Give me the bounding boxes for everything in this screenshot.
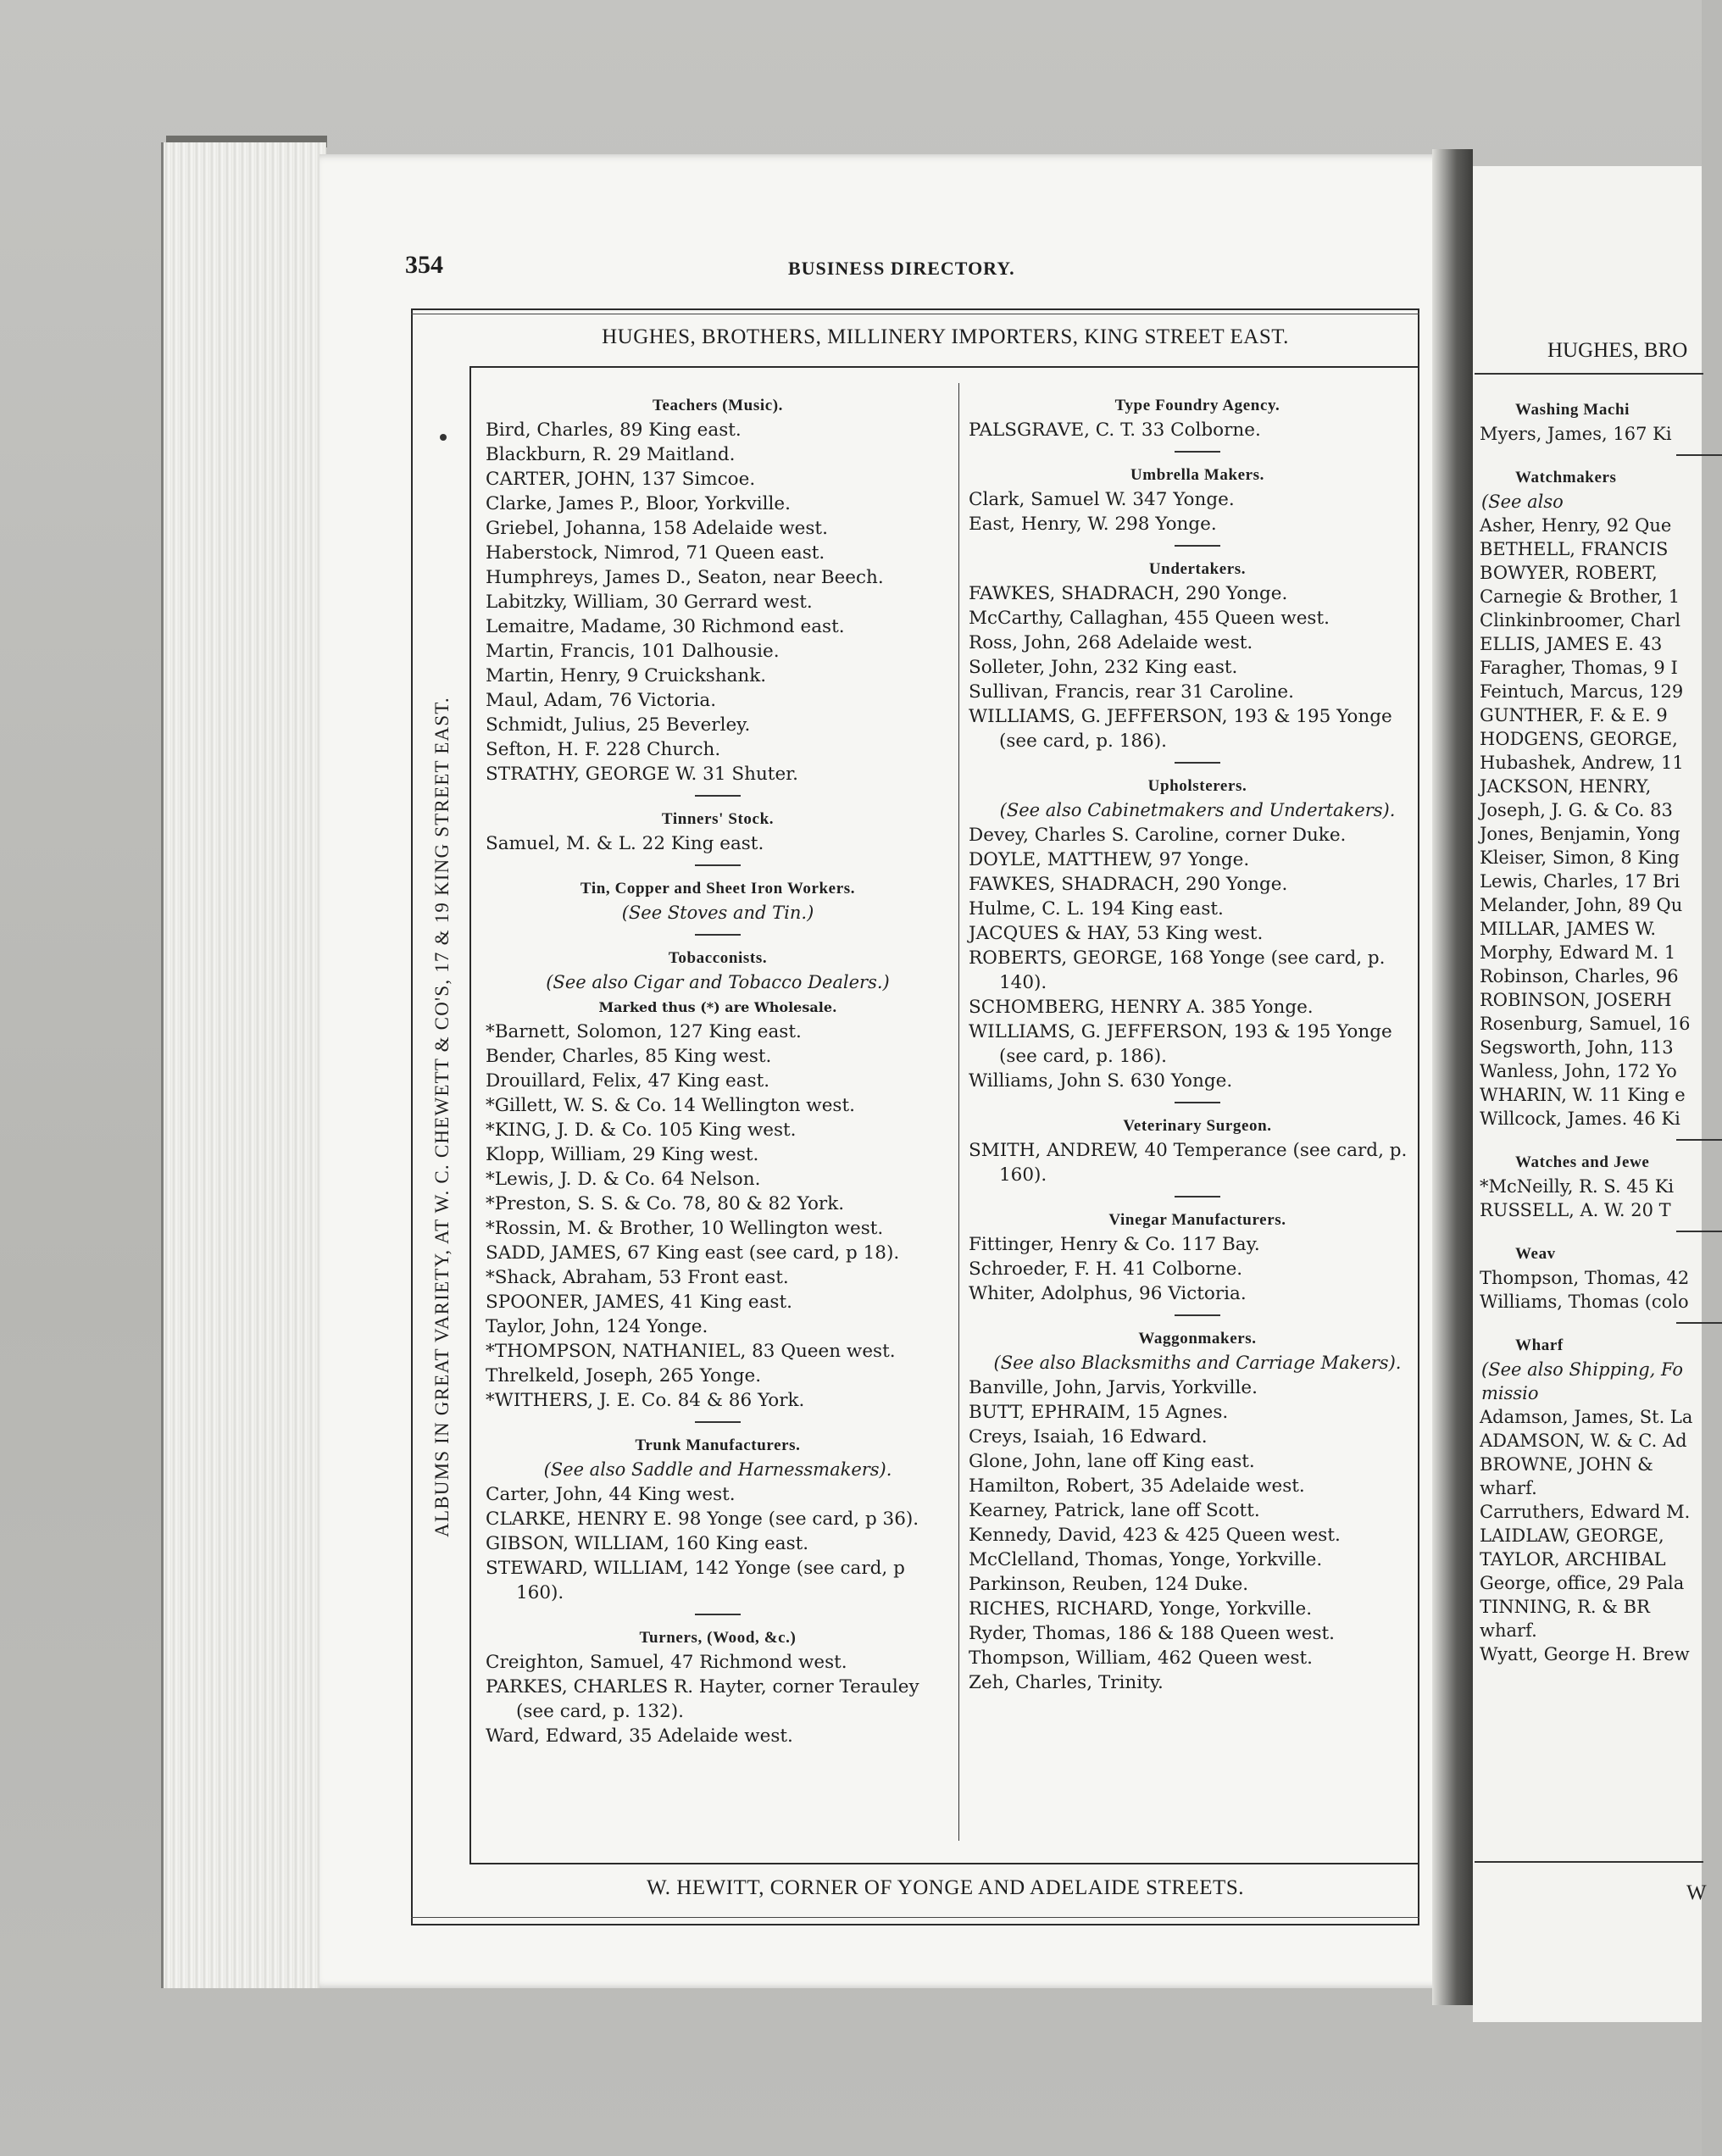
directory-section bbox=[486, 795, 950, 856]
section-note: (See also bbox=[1481, 492, 1564, 512]
directory-entry: Threlkeld, Joseph, 265 Yonge. bbox=[486, 1365, 762, 1386]
directory-entry: Robinson, Charles, 96 bbox=[1480, 966, 1679, 986]
directory-entry: Solleter, John, 232 King east. bbox=[969, 657, 1238, 678]
directory-entry: RICHES, RICHARD, Yonge, Yorkville. bbox=[969, 1598, 1313, 1620]
directory-section bbox=[969, 545, 1426, 753]
section-rule bbox=[1175, 1102, 1220, 1103]
directory-section bbox=[969, 1102, 1426, 1187]
section-heading: Teachers (Music). bbox=[652, 397, 784, 414]
directory-entry: Myers, James, 167 Ki bbox=[1480, 424, 1672, 444]
section-heading: Type Foundry Agency. bbox=[1114, 397, 1280, 414]
section-note: (See also Saddle and Harnessmakers). bbox=[543, 1459, 892, 1480]
section-heading: Upholsterers. bbox=[1147, 777, 1247, 795]
next-page-bottom-text: W bbox=[1686, 1881, 1707, 1904]
directory-entry: PARKES, CHARLES R. Hayter, corner Terauley (see card, p. 132). bbox=[486, 1676, 919, 1722]
section-rule bbox=[695, 1614, 741, 1615]
directory-entry: wharf. bbox=[1480, 1478, 1537, 1498]
directory-entry: Bender, Charles, 85 King west. bbox=[486, 1046, 772, 1067]
directory-entry: Morphy, Edward M. 1 bbox=[1480, 942, 1676, 963]
right-listing-column bbox=[969, 392, 1426, 1700]
section-heading: Weav bbox=[1515, 1245, 1556, 1263]
directory-entry: Asher, Henry, 92 Que bbox=[1480, 515, 1672, 536]
next-page-bottom-rule bbox=[1475, 1861, 1703, 1863]
directory-entry: Sefton, H. F. 228 Church. bbox=[486, 739, 721, 760]
directory-entry: Willcock, James. 46 Ki bbox=[1480, 1109, 1680, 1129]
directory-entry: SPOONER, JAMES, 41 King east. bbox=[486, 1292, 792, 1313]
directory-entry: ELLIS, JAMES E. 43 bbox=[1480, 634, 1663, 654]
directory-entry: Clarke, James P., Bloor, Yorkville. bbox=[486, 493, 791, 514]
directory-entry: Creys, Isaiah, 16 Edward. bbox=[969, 1426, 1208, 1448]
directory-section bbox=[486, 393, 950, 786]
directory-entry: Samuel, M. & L. 22 King east. bbox=[486, 833, 764, 854]
directory-entry: wharf. bbox=[1480, 1620, 1537, 1641]
section-note: (See Stoves and Tin.) bbox=[621, 903, 814, 923]
section-rule bbox=[1175, 1196, 1220, 1197]
section-note: (See also Cigar and Tobacco Dealers.) bbox=[546, 972, 890, 992]
directory-entry: *THOMPSON, NATHANIEL, 83 Queen west. bbox=[486, 1341, 896, 1362]
directory-entry: Schmidt, Julius, 25 Beverley. bbox=[486, 714, 751, 736]
section-rule bbox=[1676, 1231, 1722, 1232]
section-rule bbox=[695, 864, 741, 866]
directory-entry: George, office, 29 Pala bbox=[1480, 1573, 1685, 1593]
directory-entry: GUNTHER, F. & E. 9 bbox=[1480, 705, 1668, 725]
directory-entry: WILLIAMS, G. JEFFERSON, 193 & 195 Yonge (see card, p. 186). bbox=[969, 706, 1392, 752]
directory-entry: TAYLOR, ARCHIBAL bbox=[1480, 1549, 1666, 1570]
side-advert-text: ALBUMS IN GREAT VARIETY, AT W. C. CHEWETT & CO'S, 17 & 19 KING STREET EAST. bbox=[431, 697, 453, 1537]
directory-entry: SADD, JAMES, 67 King east (see card, p 18). bbox=[486, 1242, 900, 1264]
directory-entry: Lemaitre, Madame, 30 Richmond east. bbox=[486, 616, 845, 637]
directory-entry: PALSGRAVE, C. T. 33 Colborne. bbox=[969, 420, 1261, 441]
running-title: BUSINESS DIRECTORY. bbox=[788, 258, 1015, 279]
section-note: missio bbox=[1481, 1383, 1539, 1403]
section-heading: Trunk Manufacturers. bbox=[635, 1436, 801, 1454]
directory-entry: *Barnett, Solomon, 127 King east. bbox=[486, 1021, 802, 1042]
directory-entry: East, Henry, W. 298 Yonge. bbox=[969, 514, 1217, 535]
frame-bottom-rule bbox=[411, 1917, 1419, 1918]
section-heading: Watches and Jewe bbox=[1515, 1153, 1650, 1171]
directory-section bbox=[486, 1421, 950, 1605]
directory-entry: Ross, John, 268 Adelaide west. bbox=[969, 632, 1253, 653]
directory-entry: Clinkinbroomer, Charl bbox=[1480, 610, 1681, 631]
directory-entry: ROBINSON, JOSERH bbox=[1480, 990, 1672, 1010]
directory-entry: Bird, Charles, 89 King east. bbox=[486, 420, 742, 441]
directory-section bbox=[969, 1196, 1426, 1306]
directory-entry: *Rossin, M. & Brother, 10 Wellington west. bbox=[486, 1218, 884, 1239]
directory-entry: JACQUES & HAY, 53 King west. bbox=[969, 923, 1264, 944]
directory-entry: ADAMSON, W. & C. Ad bbox=[1480, 1431, 1687, 1451]
directory-entry: Parkinson, Reuben, 124 Duke. bbox=[969, 1574, 1249, 1595]
column-divider bbox=[958, 383, 959, 1841]
section-heading: Undertakers. bbox=[1148, 560, 1247, 578]
directory-entry: Feintuch, Marcus, 129 bbox=[1480, 681, 1684, 702]
section-note: (See also Blacksmiths and Carriage Makers). bbox=[993, 1353, 1402, 1373]
section-heading: Washing Machi bbox=[1515, 401, 1630, 419]
directory-entry: HODGENS, GEORGE, bbox=[1480, 729, 1678, 749]
directory-entry: Kleiser, Simon, 8 King bbox=[1480, 847, 1680, 868]
directory-entry: FAWKES, SHADRACH, 290 Yonge. bbox=[969, 874, 1288, 895]
section-heading: Veterinary Surgeon. bbox=[1123, 1117, 1272, 1135]
section-heading: Watchmakers bbox=[1515, 469, 1617, 486]
section-heading: Tin, Copper and Sheet Iron Workers. bbox=[580, 880, 856, 897]
directory-entry: TINNING, R. & BR bbox=[1480, 1597, 1650, 1617]
book-gutter bbox=[1432, 149, 1473, 2005]
directory-entry: Maul, Adam, 76 Victoria. bbox=[486, 690, 717, 711]
directory-entry: Carnegie & Brother, 1 bbox=[1480, 586, 1680, 607]
directory-entry: JACKSON, HENRY, bbox=[1480, 776, 1652, 797]
section-rule bbox=[695, 795, 741, 797]
directory-entry: *Preston, S. S. & Co. 78, 80 & 82 York. bbox=[486, 1193, 845, 1214]
directory-entry: BETHELL, FRANCIS bbox=[1480, 539, 1669, 559]
directory-entry: Humphreys, James D., Seaton, near Beech. bbox=[486, 567, 884, 588]
directory-entry: Drouillard, Felix, 47 King east. bbox=[486, 1070, 770, 1092]
directory-entry: SMITH, ANDREW, 40 Temperance (see card, p. 160). bbox=[969, 1140, 1408, 1186]
directory-section bbox=[486, 1614, 950, 1748]
book-page-edges bbox=[161, 142, 326, 1988]
directory-section bbox=[486, 864, 950, 925]
directory-section bbox=[969, 762, 1426, 1093]
directory-entry: Jones, Benjamin, Yong bbox=[1480, 824, 1680, 844]
directory-entry: Ryder, Thomas, 186 & 188 Queen west. bbox=[969, 1623, 1336, 1644]
side-dot-ornament bbox=[440, 434, 447, 441]
section-heading: Tobacconists. bbox=[668, 949, 768, 967]
page-number: 354 bbox=[405, 251, 443, 279]
directory-entry: Hulme, C. L. 194 King east. bbox=[969, 898, 1224, 920]
directory-entry: *Lewis, J. D. & Co. 64 Nelson. bbox=[486, 1169, 761, 1190]
directory-entry: BUTT, EPHRAIM, 15 Agnes. bbox=[969, 1402, 1229, 1423]
directory-entry: STEWARD, WILLIAM, 142 Yonge (see card, p 160). bbox=[486, 1558, 905, 1603]
section-heading: Vinegar Manufacturers. bbox=[1108, 1211, 1286, 1229]
directory-entry: Martin, Francis, 101 Dalhousie. bbox=[486, 641, 780, 662]
section-note: (See also Shipping, Fo bbox=[1481, 1359, 1684, 1380]
directory-entry: Devey, Charles S. Caroline, corner Duke. bbox=[969, 825, 1347, 846]
directory-entry: Wyatt, George H. Brew bbox=[1480, 1644, 1690, 1664]
directory-entry: CARTER, JOHN, 137 Simcoe. bbox=[486, 469, 756, 490]
directory-entry: Wanless, John, 172 Yo bbox=[1480, 1061, 1677, 1081]
directory-entry: Joseph, J. G. & Co. 83 bbox=[1480, 800, 1673, 820]
directory-entry: Rosenburg, Samuel, 16 bbox=[1480, 1014, 1691, 1034]
directory-entry: Haberstock, Nimrod, 71 Queen east. bbox=[486, 542, 825, 564]
directory-entry: Labitzky, William, 30 Gerrard west. bbox=[486, 592, 813, 613]
directory-entry: Glone, John, lane off King east. bbox=[969, 1451, 1255, 1472]
section-heading: Wharf bbox=[1515, 1336, 1564, 1354]
directory-entry: *WITHERS, J. E. Co. 84 & 86 York. bbox=[486, 1390, 805, 1411]
directory-entry: SCHOMBERG, HENRY A. 385 Yonge. bbox=[969, 997, 1314, 1018]
section-rule bbox=[695, 934, 741, 936]
directory-entry: Carter, John, 44 King west. bbox=[486, 1484, 736, 1505]
directory-entry: WHARIN, W. 11 King e bbox=[1480, 1085, 1686, 1105]
left-listing-column bbox=[486, 392, 950, 1753]
directory-entry: Thompson, William, 462 Queen west. bbox=[969, 1648, 1313, 1669]
directory-entry: *KING, J. D. & Co. 105 King west. bbox=[486, 1120, 797, 1141]
directory-section bbox=[969, 393, 1426, 442]
next-page-column bbox=[1473, 397, 1702, 1666]
section-rule bbox=[1175, 451, 1220, 453]
directory-entry: Sullivan, Francis, rear 31 Caroline. bbox=[969, 681, 1294, 703]
directory-entry: DOYLE, MATTHEW, 97 Yonge. bbox=[969, 849, 1250, 870]
section-heading: Umbrella Makers. bbox=[1130, 466, 1265, 484]
directory-entry: Zeh, Charles, Trinity. bbox=[969, 1672, 1164, 1693]
directory-entry: CLARKE, HENRY E. 98 Yonge (see card, p 36). bbox=[486, 1509, 919, 1530]
section-heading: Tinners' Stock. bbox=[661, 810, 775, 828]
directory-entry: GIBSON, WILLIAM, 160 King east. bbox=[486, 1533, 809, 1554]
directory-entry: Lewis, Charles, 17 Bri bbox=[1480, 871, 1680, 892]
directory-entry: Klopp, William, 29 King west. bbox=[486, 1144, 759, 1165]
directory-entry: Williams, John S. 630 Yonge. bbox=[969, 1070, 1233, 1092]
section-heading: Turners, (Wood, &c.) bbox=[639, 1629, 797, 1647]
directory-entry: Banville, John, Jarvis, Yorkville. bbox=[969, 1377, 1258, 1398]
directory-entry: STRATHY, GEORGE W. 31 Shuter. bbox=[486, 764, 798, 785]
next-page-banner: HUGHES, BRO bbox=[1547, 339, 1688, 362]
directory-entry: LAIDLAW, GEORGE, bbox=[1480, 1525, 1664, 1546]
section-rule bbox=[1676, 1322, 1722, 1324]
directory-entry: ROBERTS, GEORGE, 168 Yonge (see card, p. 140). bbox=[969, 947, 1386, 993]
directory-entry: Whiter, Adolphus, 96 Victoria. bbox=[969, 1283, 1247, 1304]
directory-entry: MILLAR, JAMES W. bbox=[1480, 919, 1657, 939]
next-page-banner-rule bbox=[1475, 373, 1703, 375]
directory-entry: Kennedy, David, 423 & 425 Queen west. bbox=[969, 1525, 1341, 1546]
top-advert-banner: HUGHES, BROTHERS, MILLINERY IMPORTERS, KING STREET EAST. bbox=[602, 325, 1289, 348]
directory-entry: Creighton, Samuel, 47 Richmond west. bbox=[486, 1652, 847, 1673]
section-rule bbox=[1676, 1139, 1722, 1141]
directory-entry: *McNeilly, R. S. 45 Ki bbox=[1480, 1176, 1675, 1197]
directory-entry: Faragher, Thomas, 9 I bbox=[1480, 658, 1678, 678]
directory-entry: Hamilton, Robert, 35 Adelaide west. bbox=[969, 1475, 1305, 1497]
directory-entry: BOWYER, ROBERT, bbox=[1480, 563, 1658, 583]
section-rule bbox=[1175, 762, 1220, 764]
directory-section bbox=[969, 1314, 1426, 1695]
wholesale-note: Marked thus (*) are Wholesale. bbox=[598, 999, 837, 1015]
directory-entry: Fittinger, Henry & Co. 117 Bay. bbox=[969, 1234, 1260, 1255]
directory-entry: Kearney, Patrick, lane off Scott. bbox=[969, 1500, 1260, 1521]
directory-entry: Hubashek, Andrew, 11 bbox=[1480, 753, 1684, 773]
section-rule bbox=[1175, 1314, 1220, 1316]
directory-entry: Martin, Henry, 9 Cruickshank. bbox=[486, 665, 767, 686]
directory-entry: WILLIAMS, G. JEFFERSON, 193 & 195 Yonge (see card, p. 186). bbox=[969, 1021, 1392, 1067]
bottom-advert-banner: W. HEWITT, CORNER OF YONGE AND ADELAIDE STREETS. bbox=[647, 1876, 1244, 1899]
directory-entry: Adamson, James, St. La bbox=[1480, 1407, 1693, 1427]
directory-entry: *Gillett, W. S. & Co. 14 Wellington west. bbox=[486, 1095, 855, 1116]
directory-entry: Carruthers, Edward M. bbox=[1480, 1502, 1691, 1522]
directory-entry: Taylor, John, 124 Yonge. bbox=[486, 1316, 708, 1337]
directory-section bbox=[486, 934, 950, 1413]
section-rule bbox=[695, 1421, 741, 1423]
section-rule bbox=[1175, 545, 1220, 547]
section-note: (See also Cabinetmakers and Undertakers). bbox=[999, 800, 1396, 820]
directory-entry: Schroeder, F. H. 41 Colborne. bbox=[969, 1259, 1243, 1280]
directory-section bbox=[969, 451, 1426, 536]
directory-entry: Griebel, Johanna, 158 Adelaide west. bbox=[486, 518, 828, 539]
directory-entry: McCarthy, Callaghan, 455 Queen west. bbox=[969, 608, 1330, 629]
directory-entry: Ward, Edward, 35 Adelaide west. bbox=[486, 1725, 793, 1747]
directory-entry: Clark, Samuel W. 347 Yonge. bbox=[969, 489, 1235, 510]
directory-entry: Blackburn, R. 29 Maitland. bbox=[486, 444, 736, 465]
directory-entry: Williams, Thomas (colo bbox=[1480, 1292, 1689, 1312]
directory-entry: RUSSELL, A. W. 20 T bbox=[1480, 1200, 1671, 1220]
directory-entry: Melander, John, 89 Qu bbox=[1480, 895, 1683, 915]
directory-entry: FAWKES, SHADRACH, 290 Yonge. bbox=[969, 583, 1288, 604]
directory-entry: Segsworth, John, 113 bbox=[1480, 1037, 1674, 1058]
directory-entry: BROWNE, JOHN & bbox=[1480, 1454, 1653, 1475]
directory-entry: McClelland, Thomas, Yonge, Yorkville. bbox=[969, 1549, 1323, 1570]
directory-entry: Thompson, Thomas, 42 bbox=[1480, 1268, 1690, 1288]
directory-entry: *Shack, Abraham, 53 Front east. bbox=[486, 1267, 789, 1288]
section-rule bbox=[1676, 454, 1722, 456]
section-heading: Waggonmakers. bbox=[1138, 1330, 1257, 1348]
